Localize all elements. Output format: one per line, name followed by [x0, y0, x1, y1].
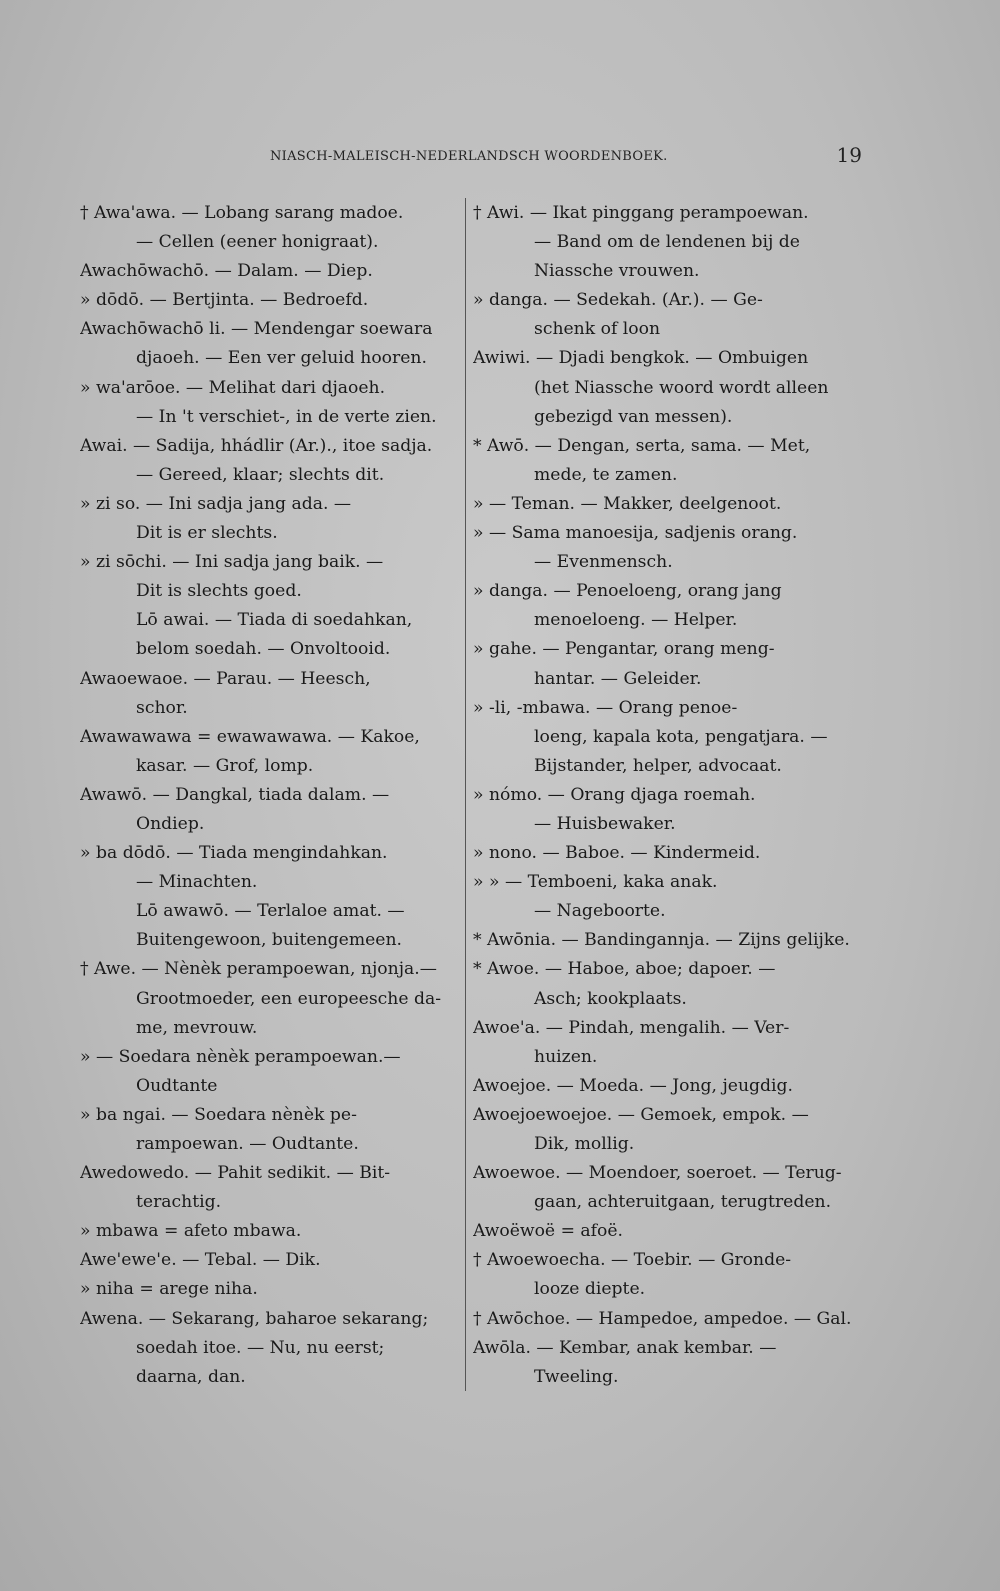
dictionary-line: » — Soedara nènèk perampoewan.—: [80, 1046, 401, 1067]
dictionary-line: Asch; kookplaats.: [534, 988, 687, 1009]
page-number: 19: [836, 143, 862, 167]
dictionary-line: † Awi. — Ikat pinggang perampoewan.: [473, 203, 809, 223]
dictionary-line: mede, te zamen.: [534, 464, 678, 485]
header-title: NIASCH-MALEISCH-NEDERLANDSCH WOORDENBOEK.: [270, 149, 668, 164]
dictionary-line: » -li, -mbawa. — Orang penoe-: [473, 697, 738, 718]
dictionary-line: Awai. — Sadija, hhádlir (Ar.)., itoe sadja.: [80, 435, 433, 456]
dictionary-line: † Awōchoe. — Hampedoe, ampedoe. — Gal.: [473, 1308, 852, 1329]
dictionary-line: » gahe. — Pengantar, orang meng-: [473, 639, 775, 660]
dictionary-line: huizen.: [534, 1046, 598, 1067]
dictionary-line: Niassche vrouwen.: [534, 261, 700, 282]
dictionary-line: terachtig.: [136, 1192, 222, 1213]
dictionary-line: » dōdō. — Bertjinta. — Bedroefd.: [80, 290, 369, 311]
dictionary-line: Dit is slechts goed.: [136, 581, 302, 602]
dictionary-line: Grootmoeder, een europeesche da-: [136, 988, 442, 1009]
dictionary-line: daarna, dan.: [136, 1366, 246, 1387]
dictionary-line: Awawawawa = ewawawawa. — Kakoe,: [80, 726, 420, 747]
dictionary-line: soedah itoe. — Nu, nu eerst;: [136, 1337, 385, 1358]
dictionary-line: — In 't verschiet-, in de verte zien.: [136, 406, 437, 427]
dictionary-line: Buitengewoon, buitengemeen.: [136, 930, 402, 951]
dictionary-line: Oudtante: [136, 1075, 218, 1096]
dictionary-line: looze diepte.: [534, 1279, 646, 1300]
dictionary-line: Ondiep.: [136, 813, 205, 834]
dictionary-line: kasar. — Grof, lomp.: [136, 755, 314, 776]
dictionary-line: » — Sama manoesija, sadjenis orang.: [473, 523, 798, 544]
dictionary-line: Awōla. — Kembar, anak kembar. —: [473, 1337, 777, 1358]
dictionary-line: » » — Temboeni, kaka anak.: [473, 872, 718, 893]
dictionary-line: * Awōnia. — Bandingannja. — Zijns gelijke.: [473, 930, 850, 951]
dictionary-line: Awoewoe. — Moendoer, soeroet. — Terug-: [473, 1163, 842, 1184]
dictionary-line: » danga. — Penoeloeng, orang jang: [473, 581, 782, 602]
dictionary-line: » niha = arege niha.: [80, 1279, 258, 1300]
dictionary-line: gebezigd van messen).: [534, 406, 733, 427]
dictionary-line: Tweeling.: [534, 1366, 619, 1387]
running-header: [270, 143, 870, 173]
column-divider: [465, 198, 466, 1391]
dictionary-line: — Huisbewaker.: [534, 813, 676, 834]
dictionary-line: Awachōwachō. — Dalam. — Diep.: [80, 261, 373, 282]
dictionary-line: Bijstander, helper, advocaat.: [534, 755, 782, 776]
dictionary-line: * Awoe. — Haboe, aboe; dapoer. —: [473, 959, 776, 980]
dictionary-line: — Band om de lendenen bij de: [534, 232, 800, 253]
dictionary-line: gaan, achteruitgaan, terugtreden.: [534, 1192, 832, 1213]
dictionary-line: (het Niassche woord wordt alleen: [534, 377, 829, 398]
dictionary-line: Awiwi. — Djadi bengkok. — Ombuigen: [473, 348, 809, 369]
dictionary-line: schenk of loon: [534, 319, 661, 340]
dictionary-line: — Cellen (eener honigraat).: [136, 232, 379, 253]
dictionary-line: Dik, mollig.: [534, 1134, 635, 1154]
dictionary-line: hantar. — Geleider.: [534, 668, 702, 689]
dictionary-line: † Awa'awa. — Lobang sarang madoe.: [80, 203, 404, 223]
dictionary-line: rampoewan. — Oudtante.: [136, 1134, 359, 1154]
dictionary-line: » danga. — Sedekah. (Ar.). — Ge-: [473, 290, 763, 311]
dictionary-line: Awachōwachō li. — Mendengar soewara: [80, 319, 433, 340]
dictionary-line: Lō awai. — Tiada di soedahkan,: [136, 610, 413, 631]
dictionary-line: — Gereed, klaar; slechts dit.: [136, 464, 385, 485]
dictionary-line: » zi so. — Ini sadja jang ada. —: [80, 493, 352, 514]
dictionary-line: Awoëwoë = afoë.: [473, 1221, 624, 1242]
dictionary-line: Dit is er slechts.: [136, 523, 278, 544]
dictionary-line: Lō awawō. — Terlaloe amat. —: [136, 901, 405, 922]
dictionary-line: — Nageboorte.: [534, 901, 666, 922]
dictionary-line: — Minachten.: [136, 872, 258, 893]
dictionary-line: schor.: [136, 697, 188, 718]
dictionary-line: — Evenmensch.: [534, 552, 673, 573]
dictionary-line: » — Teman. — Makker, deelgenoot.: [473, 493, 782, 514]
dictionary-line: Awaoewaoe. — Parau. — Heesch,: [80, 668, 371, 689]
dictionary-line: Awawō. — Dangkal, tiada dalam. —: [80, 784, 390, 805]
dictionary-line: » mbawa = afeto mbawa.: [80, 1221, 302, 1242]
dictionary-line: » wa'arōoe. — Melihat dari djaoeh.: [80, 377, 386, 398]
dictionary-line: djaoeh. — Een ver geluid hooren.: [136, 348, 427, 369]
dictionary-line: menoeloeng. — Helper.: [534, 610, 738, 631]
left-column: [80, 199, 460, 1392]
dictionary-line: † Awe. — Nènèk perampoewan, njonja.—: [80, 959, 437, 980]
dictionary-line: me, mevrouw.: [136, 1017, 258, 1038]
right-column: [473, 199, 863, 1392]
dictionary-line: Awena. — Sekarang, baharoe sekarang;: [80, 1308, 429, 1329]
dictionary-line: » ba ngai. — Soedara nènèk pe-: [80, 1104, 357, 1125]
dictionary-line: † Awoewoecha. — Toebir. — Gronde-: [473, 1250, 792, 1271]
dictionary-line: » ba dōdō. — Tiada mengindahkan.: [80, 843, 388, 864]
dictionary-line: » nono. — Baboe. — Kindermeid.: [473, 843, 761, 864]
dictionary-line: » nómo. — Orang djaga roemah.: [473, 784, 756, 805]
dictionary-line: Awe'ewe'e. — Tebal. — Dik.: [80, 1250, 321, 1271]
dictionary-line: Awoejoe. — Moeda. — Jong, jeugdig.: [473, 1075, 794, 1096]
dictionary-line: * Awō. — Dengan, serta, sama. — Met,: [473, 435, 811, 456]
dictionary-line: Awedowedo. — Pahit sedikit. — Bit-: [80, 1163, 391, 1184]
dictionary-line: Awoe'a. — Pindah, mengalih. — Ver-: [473, 1017, 790, 1038]
dictionary-line: » zi sōchi. — Ini sadja jang baik. —: [80, 552, 384, 573]
dictionary-line: belom soedah. — Onvoltooid.: [136, 639, 391, 660]
dictionary-line: Awoejoewoejoe. — Gemoek, empok. —: [473, 1104, 809, 1125]
dictionary-line: loeng, kapala kota, pengatjara. —: [534, 726, 828, 747]
